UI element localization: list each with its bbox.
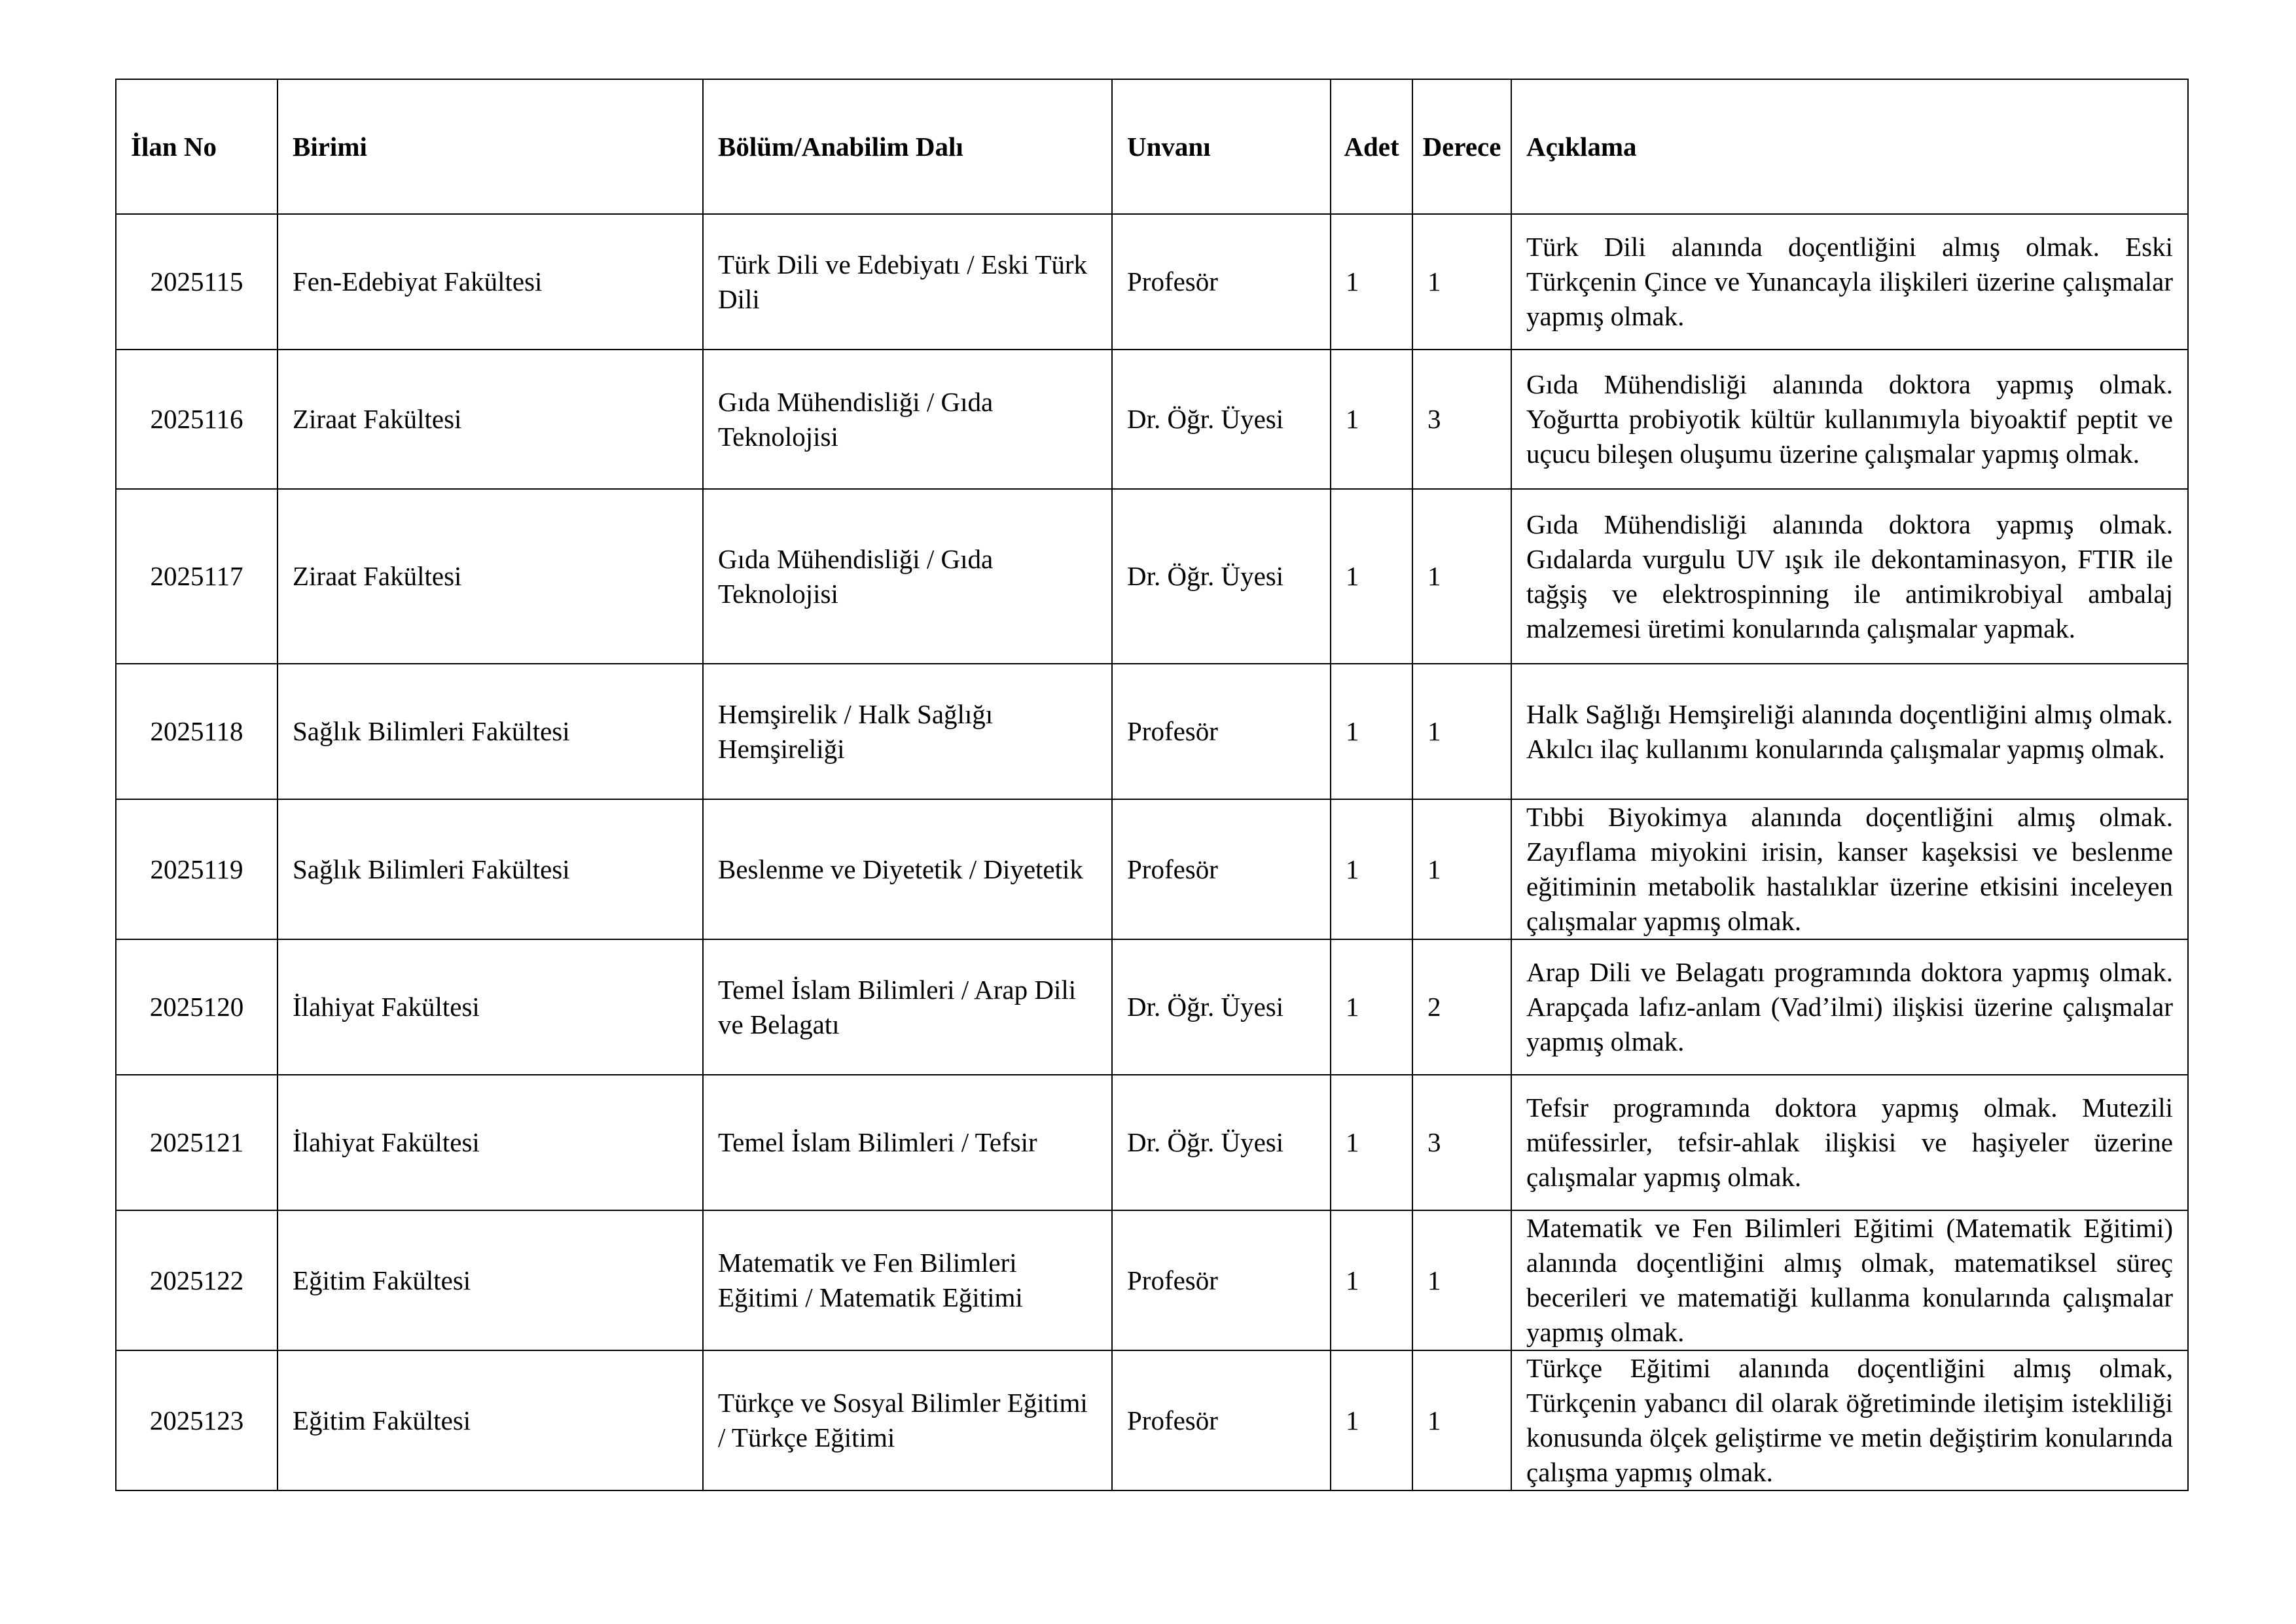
cell-unvani: Profesör [1112,1210,1331,1350]
cell-aciklama: Arap Dili ve Belagatı programında doktora yapmış olmak. Arapçada lafız-anlam (Vad’ilmi) ilişkisi üzerine çalışmalar yapmış olmak. [1511,939,2188,1075]
cell-birimi: İlahiyat Fakültesi [278,1075,703,1210]
cell-adet: 1 [1331,1210,1412,1350]
cell-ilan-no: 2025120 [116,939,278,1075]
ilan-table [115,79,2189,1491]
cell-adet: 1 [1331,1075,1412,1210]
cell-derece: 3 [1412,1075,1511,1210]
cell-derece: 2 [1412,939,1511,1075]
cell-aciklama: Türk Dili alanında doçentliğini almış olmak. Eski Türkçenin Çince ve Yunancayla ilişkileri üzerine çalışmalar yapmış olmak. [1511,214,2188,350]
header-ilan-no: İlan No [116,79,278,214]
cell-derece: 3 [1412,350,1511,489]
table-row [116,939,2188,1075]
cell-birimi: Eğitim Fakültesi [278,1350,703,1490]
table-row [116,664,2188,799]
table-row [116,350,2188,489]
cell-aciklama: Matematik ve Fen Bilimleri Eğitimi (Matematik Eğitimi) alanında doçentliğini almış olmak, matematiksel süreç becerileri ve matematiği kullanma konularında çalışmalar yapmış olmak. [1511,1210,2188,1350]
cell-bolum: Temel İslam Bilimleri / Tefsir [703,1075,1112,1210]
cell-derece: 1 [1412,214,1511,350]
cell-ilan-no: 2025115 [116,214,278,350]
header-row [116,79,2188,214]
cell-ilan-no: 2025119 [116,799,278,939]
cell-ilan-no: 2025122 [116,1210,278,1350]
cell-unvani: Dr. Öğr. Üyesi [1112,939,1331,1075]
table-row [116,1350,2188,1490]
cell-ilan-no: 2025116 [116,350,278,489]
cell-bolum: Türk Dili ve Edebiyatı / Eski Türk Dili [703,214,1112,350]
cell-birimi: İlahiyat Fakültesi [278,939,703,1075]
cell-unvani: Profesör [1112,799,1331,939]
cell-unvani: Profesör [1112,214,1331,350]
cell-birimi: Sağlık Bilimleri Fakültesi [278,799,703,939]
cell-bolum: Temel İslam Bilimleri / Arap Dili ve Belagatı [703,939,1112,1075]
cell-derece: 1 [1412,489,1511,664]
cell-aciklama: Türkçe Eğitimi alanında doçentliğini almış olmak, Türkçenin yabancı dil olarak öğretiminde iletişim istekliliği konusunda ölçek geliştirme ve metin değiştirim konularında çalışma yapmış olmak. [1511,1350,2188,1490]
cell-adet: 1 [1331,214,1412,350]
cell-adet: 1 [1331,939,1412,1075]
header-aciklama: Açıklama [1511,79,2188,214]
cell-adet: 1 [1331,489,1412,664]
cell-adet: 1 [1331,799,1412,939]
header-adet: Adet [1331,79,1412,214]
cell-aciklama: Tıbbi Biyokimya alanında doçentliğini almış olmak. Zayıflama miyokini irisin, kanser kaşeksisi ve beslenme eğitiminin metabolik hastalıklar üzerine etkisini inceleyen çalışmalar yapmış olmak. [1511,799,2188,939]
cell-adet: 1 [1331,350,1412,489]
cell-birimi: Fen-Edebiyat Fakültesi [278,214,703,350]
cell-adet: 1 [1331,664,1412,799]
cell-derece: 1 [1412,1210,1511,1350]
cell-unvani: Dr. Öğr. Üyesi [1112,489,1331,664]
cell-bolum: Matematik ve Fen Bilimleri Eğitimi / Matematik Eğitimi [703,1210,1112,1350]
cell-birimi: Sağlık Bilimleri Fakültesi [278,664,703,799]
cell-aciklama: Tefsir programında doktora yapmış olmak. Mutezili müfessirler, tefsir-ahlak ilişkisi ve haşiyeler üzerine çalışmalar yapmış olmak. [1511,1075,2188,1210]
cell-birimi: Ziraat Fakültesi [278,489,703,664]
cell-bolum: Beslenme ve Diyetetik / Diyetetik [703,799,1112,939]
cell-unvani: Dr. Öğr. Üyesi [1112,350,1331,489]
cell-ilan-no: 2025118 [116,664,278,799]
cell-ilan-no: 2025123 [116,1350,278,1490]
header-unvani: Unvanı [1112,79,1331,214]
cell-bolum: Hemşirelik / Halk Sağlığı Hemşireliği [703,664,1112,799]
cell-aciklama: Gıda Mühendisliği alanında doktora yapmış olmak. Yoğurtta probiyotik kültür kullanımıyla biyoaktif peptit ve uçucu bileşen oluşumu üzerine çalışmalar yapmış olmak. [1511,350,2188,489]
cell-bolum: Gıda Mühendisliği / Gıda Teknolojisi [703,489,1112,664]
cell-bolum: Türkçe ve Sosyal Bilimler Eğitimi / Türkçe Eğitimi [703,1350,1112,1490]
cell-adet: 1 [1331,1350,1412,1490]
table-row [116,799,2188,939]
table-row [116,1075,2188,1210]
cell-derece: 1 [1412,664,1511,799]
header-birimi: Birimi [278,79,703,214]
cell-aciklama: Halk Sağlığı Hemşireliği alanında doçentliğini almış olmak. Akılcı ilaç kullanımı konularında çalışmalar yapmış olmak. [1511,664,2188,799]
cell-unvani: Profesör [1112,1350,1331,1490]
cell-unvani: Dr. Öğr. Üyesi [1112,1075,1331,1210]
cell-unvani: Profesör [1112,664,1331,799]
cell-birimi: Ziraat Fakültesi [278,350,703,489]
cell-derece: 1 [1412,1350,1511,1490]
table-row [116,1210,2188,1350]
table-row [116,489,2188,664]
cell-ilan-no: 2025117 [116,489,278,664]
header-bolum: Bölüm/Anabilim Dalı [703,79,1112,214]
header-derece: Derece [1412,79,1511,214]
cell-bolum: Gıda Mühendisliği / Gıda Teknolojisi [703,350,1112,489]
cell-ilan-no: 2025121 [116,1075,278,1210]
cell-derece: 1 [1412,799,1511,939]
cell-aciklama: Gıda Mühendisliği alanında doktora yapmış olmak. Gıdalarda vurgulu UV ışık ile dekontaminasyon, FTIR ile tağşiş ve elektrospinning ile antimikrobiyal ambalaj malzemesi üretimi konularında çalışmalar yapmak. [1511,489,2188,664]
table-row [116,214,2188,350]
cell-birimi: Eğitim Fakültesi [278,1210,703,1350]
